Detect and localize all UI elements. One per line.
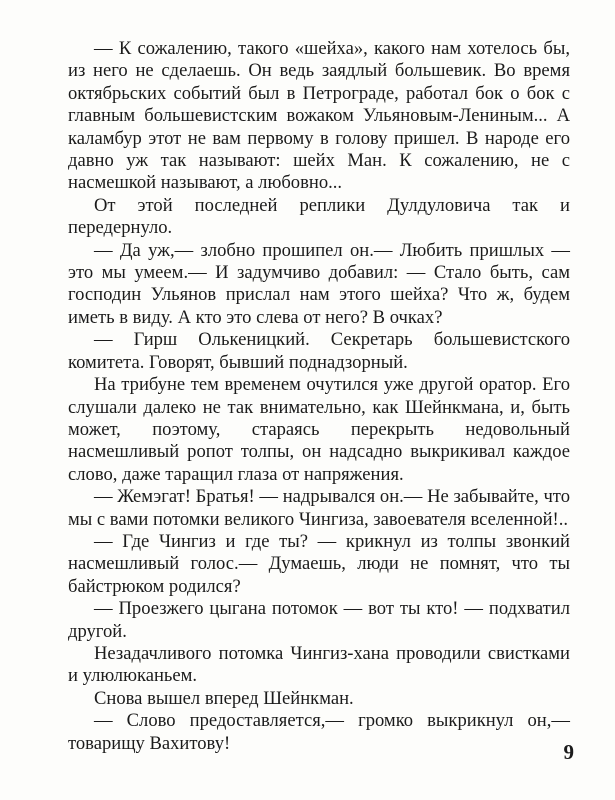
paragraph: — Гирш Олькеницкий. Секретарь большевистского комитета. Говорят, бывший поднадзорный. — [68, 329, 570, 373]
paragraph: — Да уж,— злобно прошипел он.— Любить пришлых — это мы умеем.— И задумчиво добавил: — Стало быть, сам господин Ульянов прислал нам этого шейха? Что ж, будем иметь в виду. А кто это слева от него? В очках? — [68, 239, 570, 328]
paragraph: Незадачливого потомка Чингиз-хана проводили свистками и улюлюканьем. — [68, 642, 570, 687]
paragraph: На трибуне тем временем очутился уже другой оратор. Его слушали далеко не так внимательно, как Шейнкмана, и, быть может, поэтому, стараясь перекрыть недовольный насмешливый ропот толпы, он надсадно выкрикивал каждое слово, даже таращил глаза от напряжения. — [68, 374, 570, 485]
paragraph: — Где Чингиз и где ты? — крикнул из толпы звонкий насмешливый голос.— Думаешь, люди не помнят, что ты байстрюком родился? — [68, 530, 570, 597]
paragraph: — Слово предоставляется,— громко выкрикнул он,— товарищу Вахитову! — [68, 710, 570, 754]
paragraph: — Жемэгат! Братья! — надрывался он.— Не забывайте, что мы с вами потомки великого Чингиза, завоевателя вселенной!.. — [68, 486, 570, 530]
paragraph: — К сожалению, такого «шейха», какого нам хотелось бы, из него не сделаешь. Он ведь заядлый большевик. Во время октябрьских событий был в Петрограде, работал бок о бок с главным большевистским вожаком Ульяновым-Лениным... А каламбур этот не вам первому в голову пришел. В народе его давно уж так называют: шейх Ман. К сожалению, не с насмешкой называют, а любовно... — [68, 38, 570, 194]
body-text — [68, 38, 570, 755]
paragraph: — Проезжего цыгана потомок — вот ты кто! — подхватил другой. — [68, 598, 570, 642]
paragraph: Снова вышел вперед Шейнкман. — [94, 687, 354, 709]
paragraph: От этой последней реплики Дулдуловича так и передернуло. — [68, 194, 570, 239]
page-number: 9 — [563, 740, 574, 764]
